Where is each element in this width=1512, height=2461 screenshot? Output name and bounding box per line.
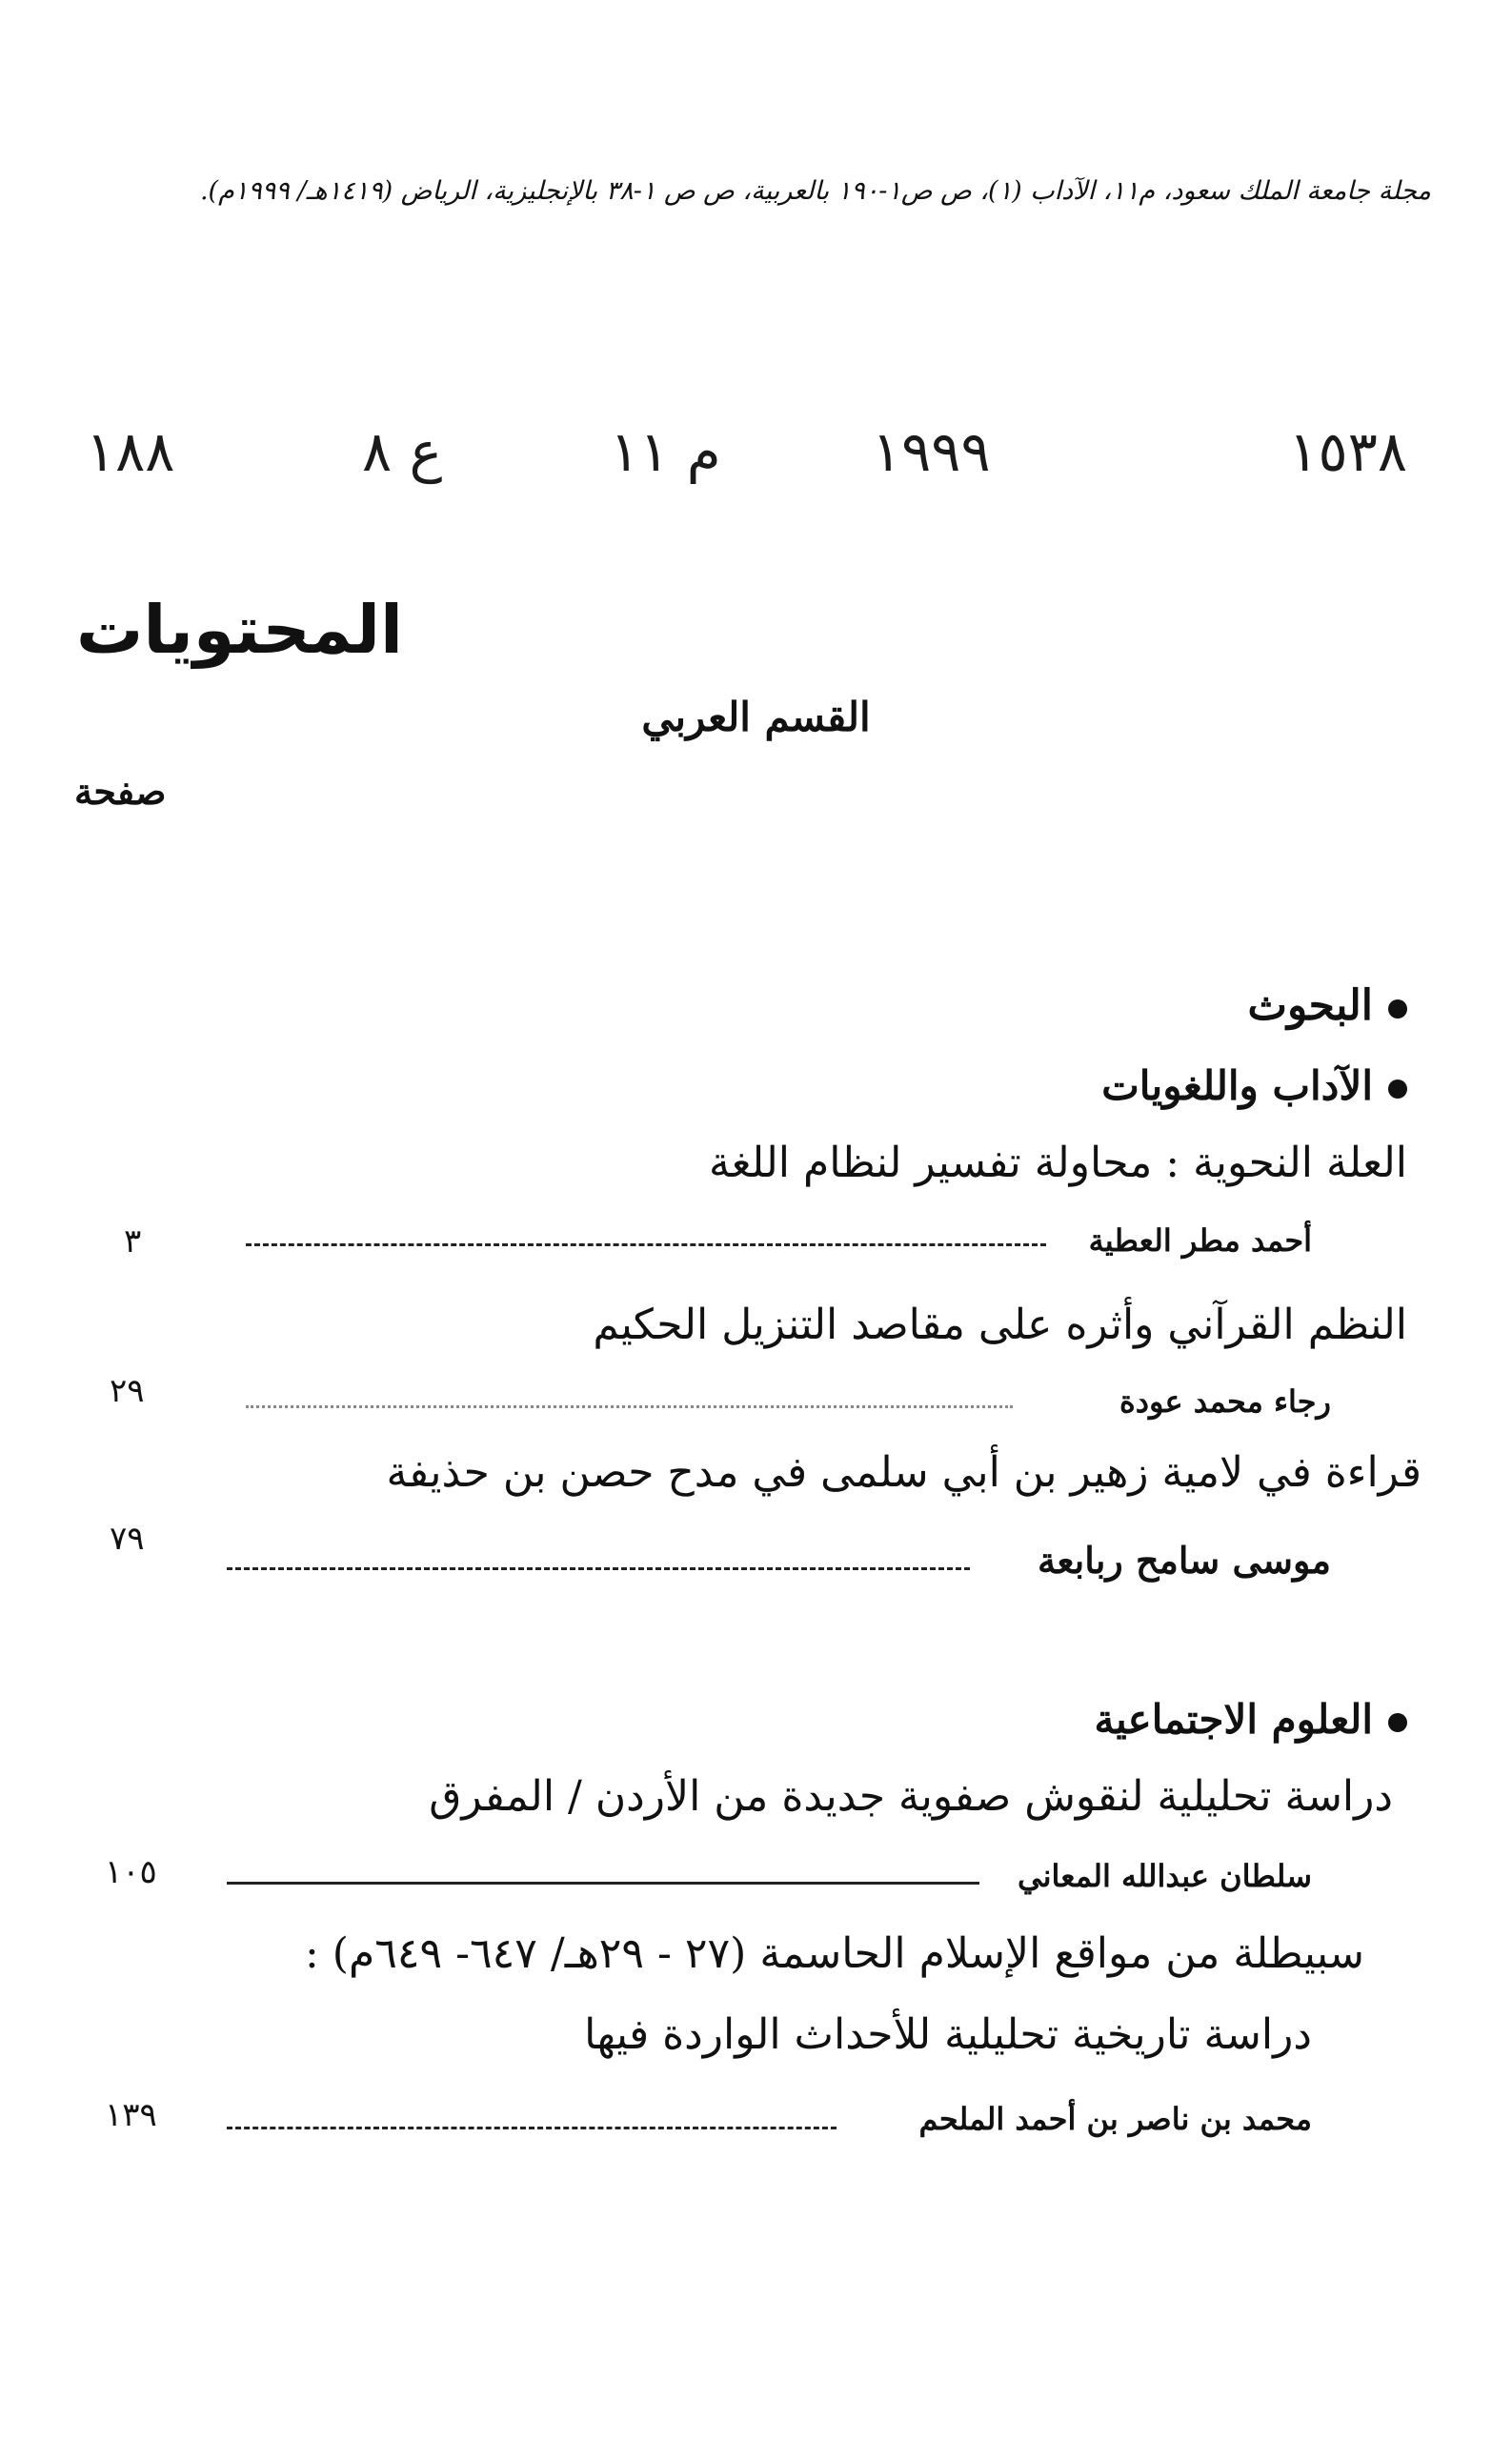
entry-title: النظم القرآني وأثره على مقاصد التنزيل الحكيم (593, 1301, 1407, 1349)
dot-leader (246, 1243, 1046, 1246)
entry-title: سبيطلة من مواقع الإسلام الحاسمة (٢٧ - ٢٩هـ/ ٦٤٧- ٦٤٩م) : (305, 1929, 1364, 1978)
entry-page: ١٣٩ (105, 2096, 157, 2134)
handwritten-issue: ع ٨ (362, 419, 443, 484)
entry-page: ٣ (124, 1222, 142, 1261)
research-heading (1248, 981, 1407, 1030)
section-title: القسم العربي (641, 694, 871, 740)
entry-page: ٧٩ (110, 1520, 145, 1558)
research-heading-label: البحوث (1247, 981, 1373, 1030)
bullet-icon (1388, 1713, 1407, 1732)
group-heading-label: الآداب واللغويات (1101, 1062, 1373, 1109)
group-heading-literature (1101, 1062, 1407, 1109)
entry-author: سلطان عبدالله المعاني (1017, 1858, 1312, 1894)
entry-title: قراءة في لامية زهير بن أبي سلمى في مدح حصن بن حذيفة (386, 1448, 1421, 1497)
entry-author: موسى سامح ربابعة (1037, 1539, 1331, 1582)
dot-leader (227, 1567, 970, 1570)
entry-subtitle: دراسة تاريخية تحليلية للأحداث الواردة فيها (584, 2010, 1312, 2059)
bullet-icon (1388, 999, 1407, 1019)
entry-author: محمد بن ناصر بن أحمد الملحم (918, 2101, 1312, 2137)
entry-author: رجاء محمد عودة (1119, 1383, 1331, 1420)
entry-page: ٢٩ (110, 1372, 145, 1410)
handwritten-year: ١٩٩٩ (872, 419, 991, 484)
handwritten-volume: م ١١ (610, 419, 721, 484)
entry-author: أحمد مطر العطية (1088, 1222, 1312, 1259)
leader-line (227, 1882, 979, 1885)
entry-page: ١٠٥ (105, 1853, 157, 1891)
bullet-icon (1388, 1079, 1407, 1099)
entry-title: العلة النحوية : محاولة تفسير لنظام اللغة (708, 1139, 1407, 1187)
dot-leader (227, 2127, 837, 2129)
journal-header: مجلة جامعة الملك سعود، م١١، الآداب (١)، ص ص١-١٩٠ بالعربية، ص ص ١-٣٨ بالإنجليزية، الرياض (١٤١٩هـ/ ١٩٩٩م). (199, 176, 1431, 206)
dot-leader (246, 1405, 1013, 1408)
group-heading-social-sciences (1094, 1696, 1407, 1743)
entry-title: دراسة تحليلية لنقوش صفوية جديدة من الأردن / المفرق (429, 1772, 1393, 1821)
page-column-label: صفحة (74, 770, 167, 813)
group-heading-label: العلوم الاجتماعية (1094, 1696, 1373, 1743)
contents-title: المحتويات (76, 591, 404, 669)
handwritten-pages: ١٨٨ (86, 419, 175, 484)
handwritten-number-1: ١٥٣٨ (1288, 419, 1407, 484)
